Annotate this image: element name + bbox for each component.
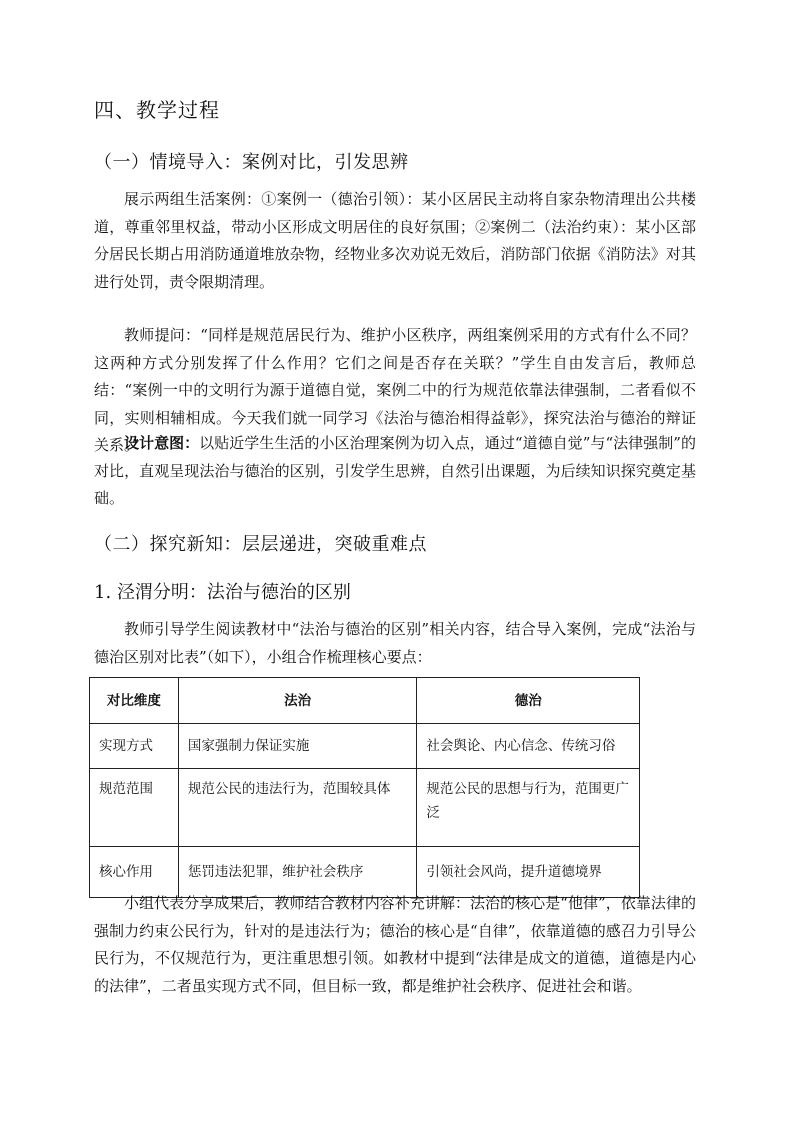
- table-row: [90, 724, 640, 769]
- subsection-title-1: （一）情境导入：案例对比，引发思辨: [94, 152, 409, 173]
- table-cell-rule-of-law: 国家强制力保证实施: [178, 724, 417, 769]
- table-header-dimension: 对比维度: [90, 678, 179, 724]
- table-cell-dimension: 规范范围: [90, 769, 179, 847]
- comparison-table: [89, 677, 640, 898]
- table-header-row: [90, 678, 640, 724]
- table-row: [90, 769, 640, 847]
- paragraph-summary: 小组代表分享成果后，教师结合教材内容补充讲解：法治的核心是“他律”，依靠法律的强制力约束公民行为，针对的是违法行为；德治的核心是“自律”，依靠道德的感召力引导公民行为，不仅规范行为，更注重思想引领。如教材中提到“法律是成文的道德，道德是内心的法律”，二者虽实现方式不同，但目标一致，都是维护社会秩序、促进社会和谐。: [94, 894, 696, 995]
- table-cell-rule-of-virtue: 社会舆论、内心信念、传统习俗: [417, 724, 640, 769]
- paragraph-table-intro: 教师引导学生阅读教材中“法治与德治的区别”相关内容，结合导入案例，完成“法治与德治区别对比表”（如下），小组合作梳理核心要点：: [94, 620, 696, 666]
- paragraph-teacher-question: 教师提问：“同样是规范居民行为、维护小区秩序，两组案例采用的方式有什么不同？这两种方式分别发挥了什么作用？它们之间是否存在关联？”学生自由发言后，教师总结：“案例一中的文明行为源于道德自觉，案例二中的行为规范依靠法律强制，二者看似不同，实则相辅相成。今天我们就一同学习《法治与德治相得益彰》，探究法治与德治的辩证关系。”: [94, 326, 696, 454]
- table-header-rule-of-law: 法治: [178, 678, 417, 724]
- table-cell-rule-of-virtue: 规范公民的思想与行为，范围更广泛: [417, 769, 640, 847]
- point-title-1: 1. 泾渭分明：法治与德治的区别: [94, 582, 351, 603]
- section-title: 四、教学过程: [94, 98, 220, 122]
- table-cell-dimension: 核心作用: [90, 847, 179, 898]
- table-cell-dimension: 实现方式: [90, 724, 179, 769]
- table-cell-rule-of-law: 惩罚违法犯罪，维护社会秩序: [178, 847, 417, 898]
- design-intent-text: 以贴近学生生活的小区治理案例为切入点，通过“道德自觉”与“法律强制”的对比，直观呈现法治与德治的区别，引发学生思辨，自然引出课题，为后续知识探究奠定基础。: [94, 434, 696, 507]
- table-header-rule-of-virtue: 德治: [417, 678, 640, 724]
- table-cell-rule-of-law: 规范公民的违法行为，范围较具体: [178, 769, 417, 847]
- paragraph-cases: 展示两组生活案例：①案例一（德治引领）：某小区居民主动将自家杂物清理出公共楼道，尊重邻里权益，带动小区形成文明居住的良好氛围；②案例二（法治约束）：某小区部分居民长期占用消防通道堆放杂物，经物业多次劝说无效后，消防部门依据《消防法》对其进行处罚，责令限期清理。: [94, 190, 696, 291]
- subsection-title-2: （二）探究新知：层层递进，突破重难点: [94, 534, 427, 555]
- design-intent-label: 设计意图：: [124, 434, 200, 452]
- paragraph-design-intent: [94, 430, 696, 513]
- table-cell-rule-of-virtue: 引领社会风尚，提升道德境界: [417, 847, 640, 898]
